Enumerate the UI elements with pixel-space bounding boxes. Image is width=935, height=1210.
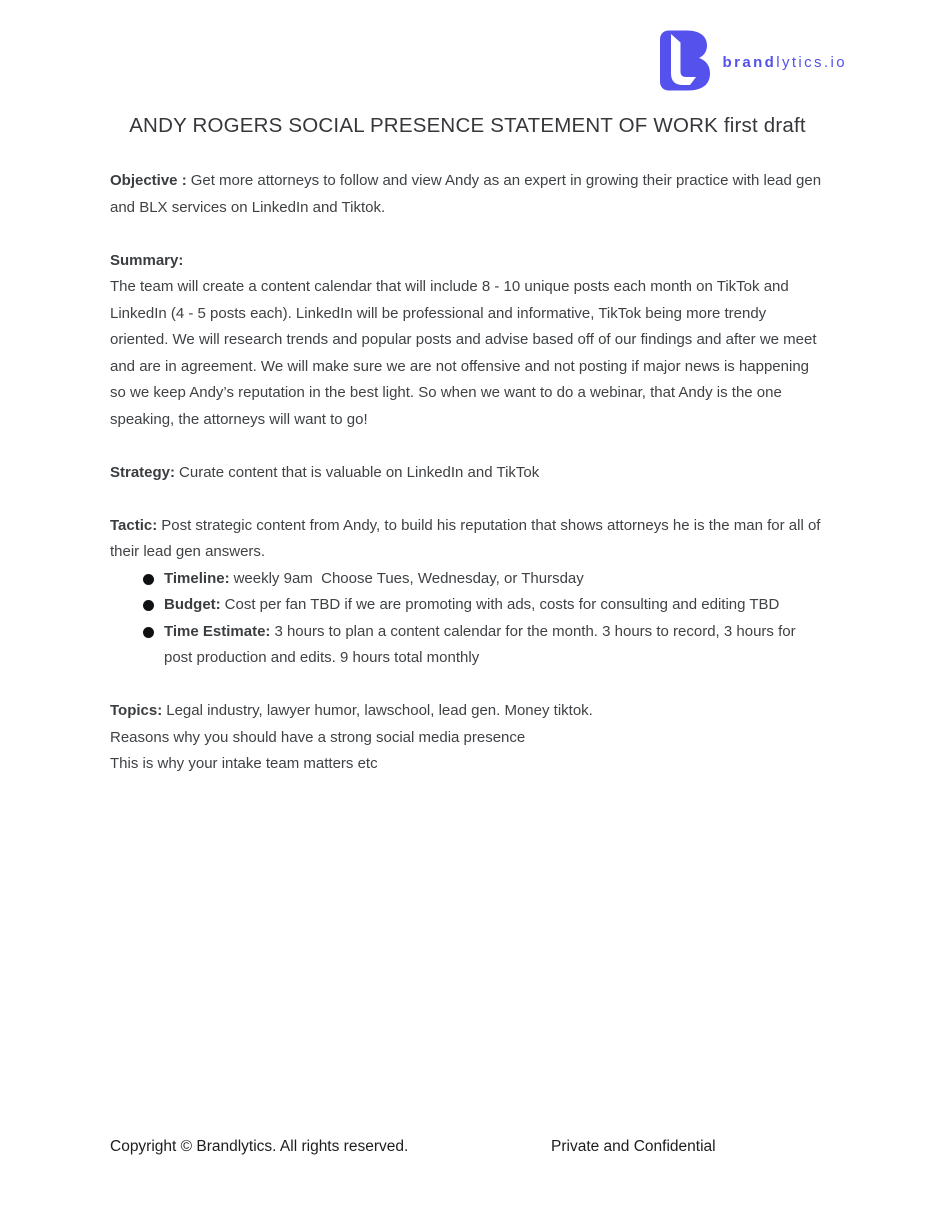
budget-label: Budget:: [164, 596, 221, 613]
bullet-icon: [143, 574, 154, 585]
list-item-timeline: [110, 566, 826, 593]
wordmark-bold-part: brand: [722, 54, 777, 71]
timeline-text: weekly 9am Choose Tues, Wednesday, or Thursday: [233, 569, 584, 587]
tactic-paragraph: [110, 513, 826, 566]
topics-line-1: [110, 698, 826, 725]
bullet-icon: [143, 627, 154, 638]
strategy-label: Strategy:: [110, 463, 176, 481]
brandlytics-logo-icon: [660, 30, 710, 91]
time-estimate-label: Time Estimate:: [164, 622, 271, 640]
objective-paragraph: [110, 168, 826, 221]
strategy-paragraph: [110, 460, 826, 487]
topics-label: Topics:: [110, 702, 163, 719]
summary-text: The team will create a content calendar that will include 8 - 10 unique posts each month on TikTok and LinkedIn (4 - 5 posts each). LinkedIn will be professional and informative, TikTok being more trendy oriented. We will research trends and popular posts and advise based off of our findings and after we meet and are in agreement. We will make sure we are not offensive and not posting if major news is happening so we keep Andy’s reputation in the best light. So when we want to do a webinar, that Andy is the one speaking, the attorneys will want to go!: [110, 278, 821, 428]
copyright-text: Copyright © Brandlytics. All rights reserved.: [110, 1138, 409, 1155]
document-title: ANDY ROGERS SOCIAL PRESENCE STATEMENT OF WORK first draft: [129, 114, 806, 137]
summary-label: Summary:: [110, 251, 184, 269]
topics-text: Legal industry, lawyer humor, lawschool, lead gen. Money tiktok.: [166, 702, 593, 719]
budget-text: Cost per fan TBD if we are promoting with ads, costs for consulting and editing TBD: [224, 596, 780, 613]
topics-paragraph: [110, 698, 826, 778]
time-estimate-item-text: [164, 619, 826, 672]
timeline-item-text: [164, 566, 826, 593]
document-body: [110, 168, 826, 778]
time-estimate-text: 3 hours to plan a content calendar for the month. 3 hours to record, 3 hours for post production and edits. 9 hours total monthly: [164, 622, 800, 666]
topics-line-3: This is why your intake team matters etc: [110, 755, 378, 772]
strategy-text: Curate content that is valuable on LinkedIn and TikTok: [179, 463, 540, 481]
brandlytics-wordmark: [723, 54, 847, 71]
objective-text: Get more attorneys to follow and view Andy as an expert in growing their practice with lead gen and BLX services on LinkedIn and Tiktok.: [110, 172, 826, 216]
topics-line-2: Reasons why you should have a strong social media presence: [110, 728, 526, 746]
page-footer: [0, 1133, 935, 1160]
timeline-label: Timeline:: [164, 569, 230, 587]
tactic-label: Tactic:: [110, 516, 158, 534]
budget-item-text: [164, 592, 826, 619]
objective-label: Objective :: [110, 172, 187, 189]
list-item-budget: [110, 592, 826, 619]
brandlytics-logo: [660, 30, 847, 91]
summary-paragraph: [110, 248, 826, 434]
confidential-text: Private and Confidential: [551, 1138, 716, 1155]
wordmark-light-part: lytics.io: [776, 54, 847, 71]
list-item-time-estimate: [110, 619, 826, 672]
bullet-icon: [143, 600, 154, 611]
tactic-bullet-list: [110, 566, 826, 672]
tactic-text: Post strategic content from Andy, to build his reputation that shows attorneys he is the man for all of their lead gen answers.: [110, 516, 825, 560]
